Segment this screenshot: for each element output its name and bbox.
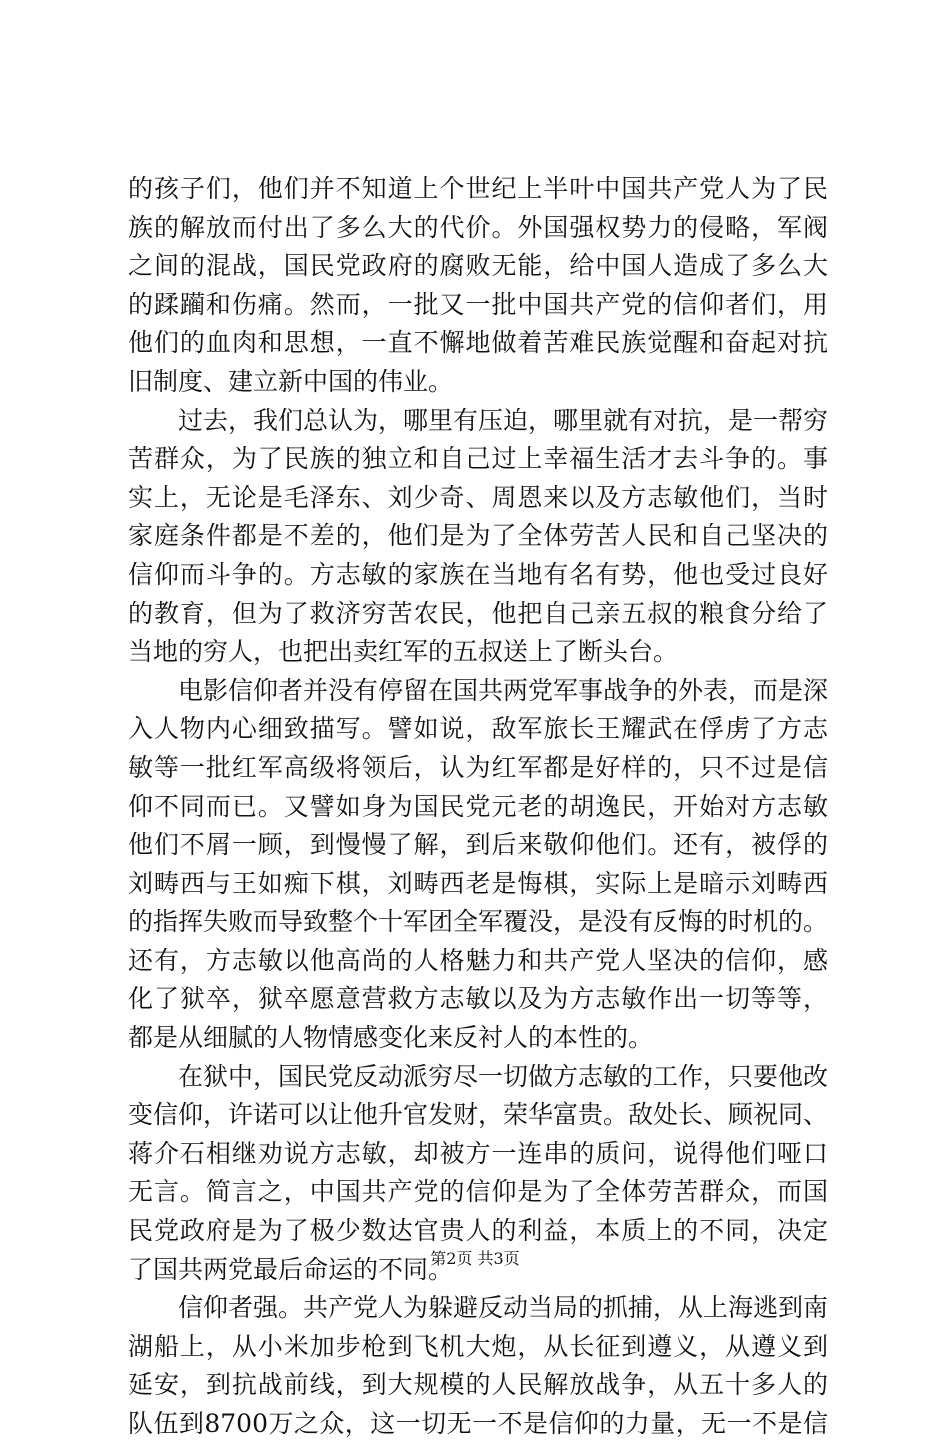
text-line: 蒋介石相继劝说方志敏，却被方一连串的质问，说得他们哑口 — [128, 1138, 828, 1168]
text-line: 之间的混战，国民党政府的腐败无能，给中国人造成了多么大 — [128, 251, 828, 281]
text-line: 苦群众，为了民族的独立和自己过上幸福生活才去斗争的。事 — [128, 444, 828, 474]
text-line: 他们的血肉和思想，一直不懈地做着苦难民族觉醒和奋起对抗 — [128, 328, 828, 358]
text-line: 化了狱卒，狱卒愿意营救方志敏以及为方志敏作出一切等等， — [128, 984, 828, 1014]
text-line: 族的解放而付出了多么大的代价。外国强权势力的侵略，军阀 — [128, 212, 828, 242]
page-footer: 第2页 共3页 — [430, 1249, 520, 1268]
text-line: 在狱中，国民党反动派穷尽一切做方志敏的工作，只要他改 — [128, 1061, 828, 1091]
text-line: 还有，方志敏以他高尚的人格魅力和共产党人坚决的信仰，感 — [128, 945, 828, 975]
text-line: 都是从细腻的人物情感变化来反衬人的本性的。 — [128, 1023, 654, 1053]
text-line: 旧制度、建立新中国的伟业。 — [128, 366, 454, 396]
text-line: 刘畴西与王如痴下棋，刘畴西老是悔棋，实际上是暗示刘畴西 — [128, 868, 828, 898]
text-line: 变信仰，许诺可以让他升官发财，荣华富贵。敌处长、顾祝同、 — [128, 1100, 828, 1130]
text-line: 的指挥失败而导致整个十军团全军覆没，是没有反悔的时机的。 — [128, 907, 828, 937]
text-line: 的教育，但为了救济穷苦农民，他把自己亲五叔的粮食分给了 — [128, 598, 828, 628]
text-line: 湖船上，从小米加步枪到飞机大炮，从长征到遵义，从遵义到 — [128, 1331, 828, 1361]
text-line: 无言。简言之，中国共产党的信仰是为了全体劳苦群众，而国 — [128, 1177, 828, 1207]
text-line: 实上，无论是毛泽东、刘少奇、周恩来以及方志敏他们，当时 — [128, 482, 828, 512]
text-line: 信仰者强。共产党人为躲避反动当局的抓捕，从上海逃到南 — [128, 1293, 828, 1323]
text-line: 电影信仰者并没有停留在国共两党军事战争的外表，而是深 — [128, 675, 828, 705]
text-line: 信仰而斗争的。方志敏的家族在当地有名有势，他也受过良好 — [128, 559, 828, 589]
text-line: 队伍到8700万之众，这一切无一不是信仰的力量，无一不是信 — [128, 1409, 828, 1438]
text-line: 的孩子们，他们并不知道上个世纪上半叶中国共产党人为了民 — [128, 174, 828, 203]
text-line: 过去，我们总认为，哪里有压迫，哪里就有对抗，是一帮穷 — [128, 405, 828, 435]
text-line: 仰不同而已。又譬如身为国民党元老的胡逸民，开始对方志敏 — [128, 791, 828, 821]
text-line: 当地的穷人，也把出卖红军的五叔送上了断头台。 — [128, 637, 679, 667]
text-line: 家庭条件都是不差的，他们是为了全体劳苦人民和自己坚决的 — [128, 521, 828, 551]
text-line: 入人物内心细致描写。譬如说，敌军旅长王耀武在俘虏了方志 — [128, 714, 828, 744]
text-line: 的蹂躏和伤痛。然而，一批又一批中国共产党的信仰者们，用 — [128, 289, 828, 319]
text-line: 延安，到抗战前线，到大规模的人民解放战争，从五十多人的 — [128, 1370, 828, 1400]
text-line: 他们不屑一顾，到慢慢了解，到后来敬仰他们。还有，被俘的 — [128, 830, 828, 860]
text-line: 敏等一批红军高级将领后，认为红军都是好样的，只不过是信 — [128, 752, 828, 782]
text-line: 民党政府是为了极少数达官贵人的利益，本质上的不同，决定 — [128, 1216, 828, 1246]
text-line: 了国共两党最后命运的不同。 — [128, 1254, 454, 1284]
